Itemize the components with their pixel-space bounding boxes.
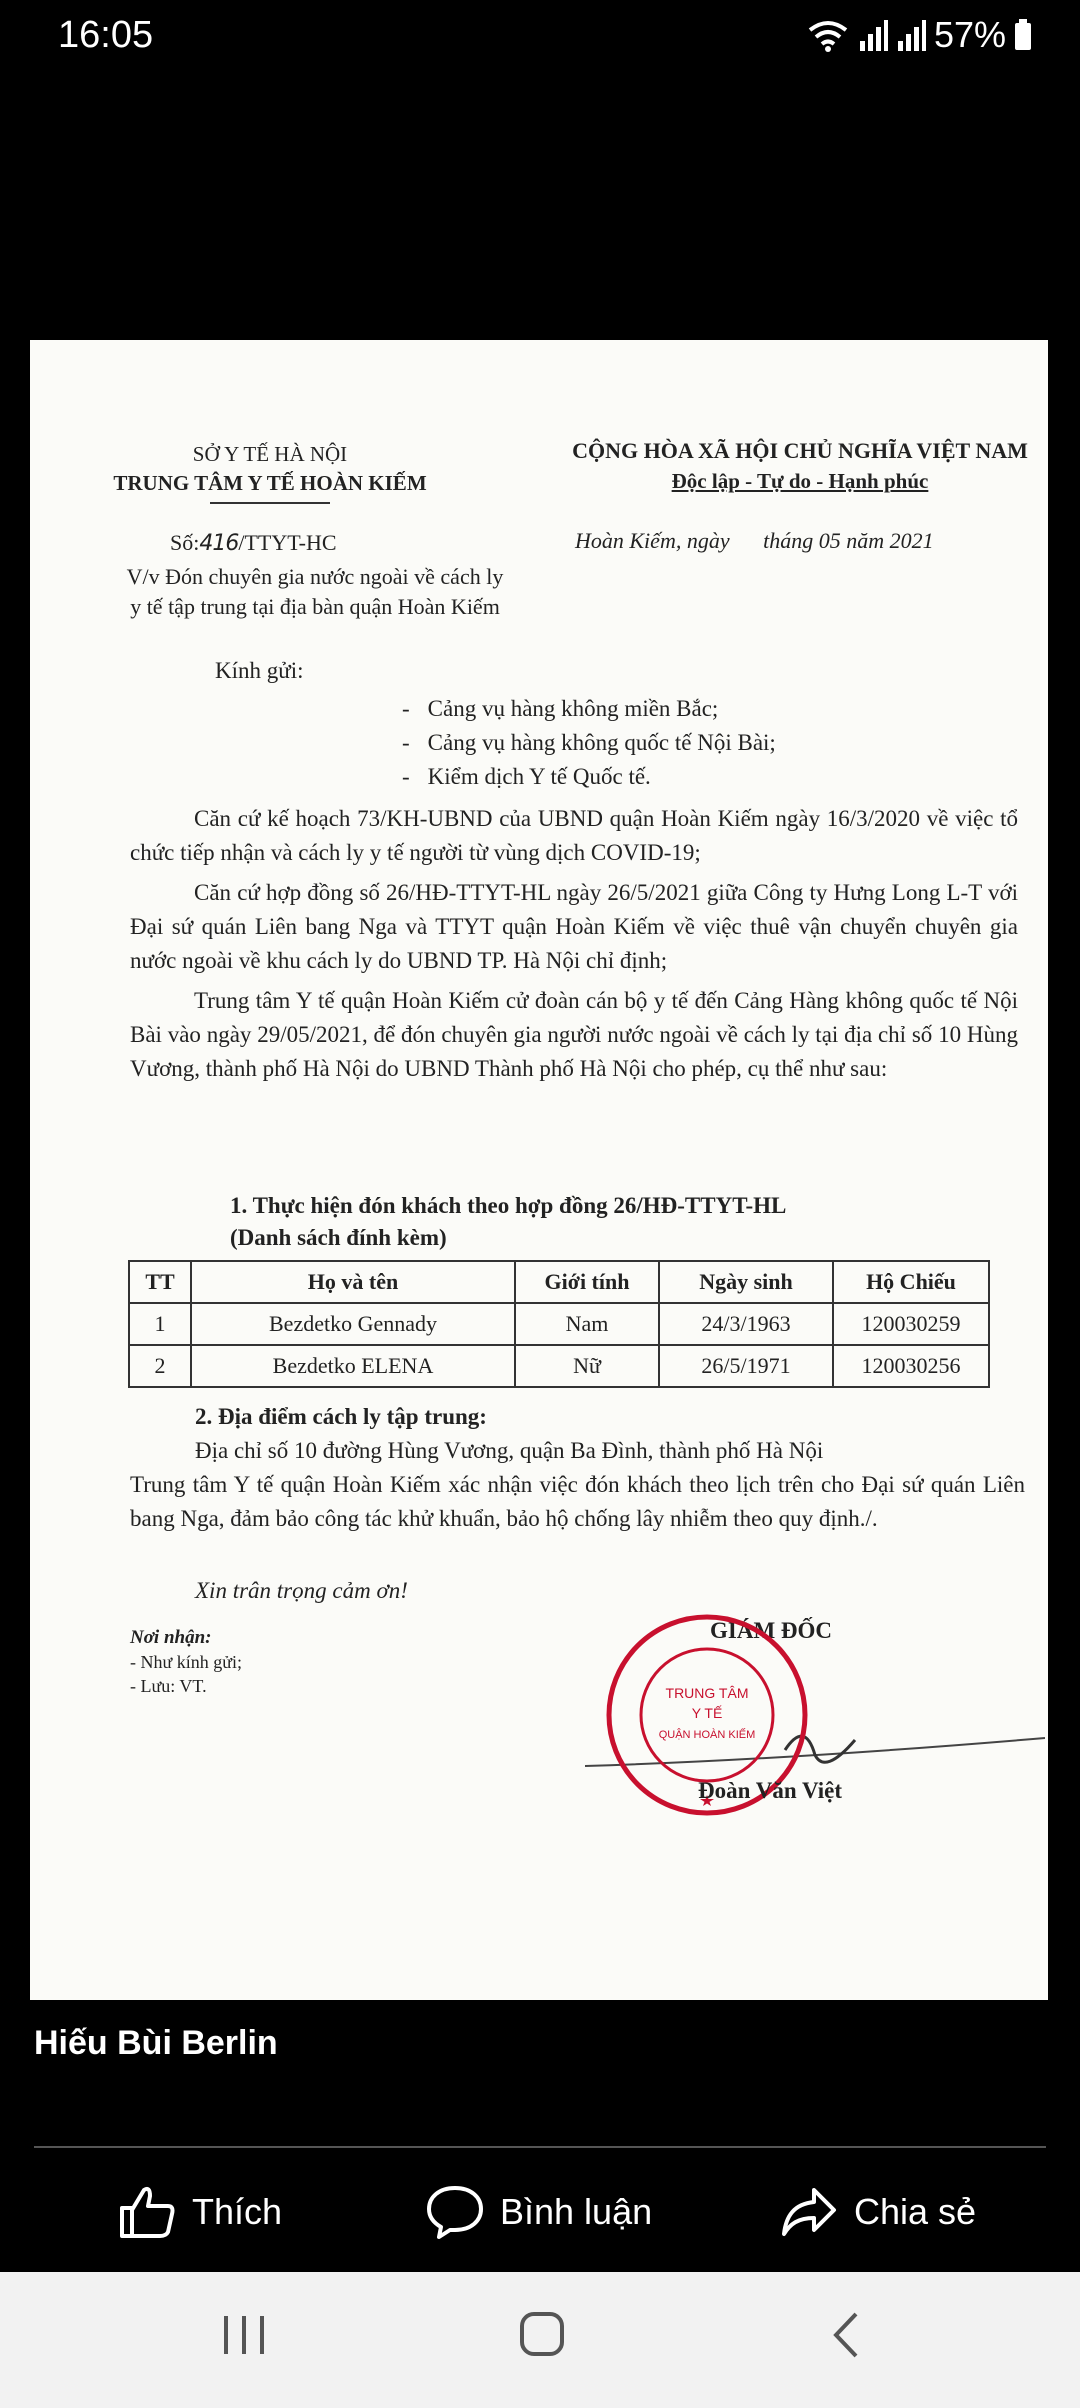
doc-subject-line1: V/v Đón chuyên gia nước ngoài về cách ly	[126, 564, 504, 589]
section-1-title: 1. Thực hiện đón khách theo hợp đồng 26/HĐ-TTYT-HL	[230, 1193, 787, 1218]
noi-nhan-title: Nơi nhận:	[130, 1627, 212, 1648]
comment-label: Bình luận	[500, 2191, 653, 2232]
comment-button[interactable]	[426, 2184, 652, 2240]
section-2-title: 2. Địa điểm cách ly tập trung:	[195, 1404, 487, 1429]
col-gender: Giới tính	[515, 1261, 659, 1303]
stamp-line: QUẬN HOÀN KIẾM	[658, 1729, 756, 1741]
status-bar	[0, 0, 1080, 80]
doc-number	[170, 530, 337, 556]
battery-percent: 57%	[933, 14, 1006, 55]
doc-subject	[80, 562, 550, 622]
status-icons	[806, 14, 1032, 56]
doc-number-suffix: /TTYT-HC	[238, 530, 337, 555]
recipient-item: - Kiểm dịch Y tế Quốc tế.	[430, 760, 776, 794]
noi-nhan	[130, 1626, 242, 1698]
noi-nhan-item: - Như kính gửi;	[130, 1652, 243, 1672]
share-label: Chia sẻ	[854, 2191, 977, 2232]
cell-name: Bezdetko Gennady	[191, 1303, 515, 1345]
share-icon	[780, 2184, 838, 2240]
cell-tt: 2	[129, 1345, 191, 1387]
org-underline	[210, 502, 330, 504]
doc-date	[575, 528, 1025, 554]
passenger-table	[128, 1260, 990, 1388]
divider	[34, 2146, 1046, 2148]
post-author[interactable]: Hiếu Bùi Berlin	[34, 2024, 278, 2062]
paragraph-3: Trung tâm Y tế quận Hoàn Kiếm cử đoàn cán bộ y tế đến Cảng Hàng không quốc tế Nội Bài vào ngày 29/05/2021, để đón chuyên gia người nước ngoài về cách ly tại địa chỉ số 10 Hùng Vương, thành phố Hà Nội do UBND Thành phố Hà Nội cho phép, cụ thể như sau:	[130, 988, 1018, 1081]
thumbs-up-icon	[118, 2184, 176, 2240]
org-parent: SỞ Y TẾ HÀ NỘI	[192, 442, 348, 466]
noi-nhan-item: - Lưu: VT.	[130, 1676, 207, 1696]
cell-tt: 1	[129, 1303, 191, 1345]
director-title: GIÁM ĐỐC	[710, 1618, 833, 1643]
wifi-icon	[806, 18, 850, 52]
nation-header	[530, 436, 1070, 496]
doc-number-label: Số:	[170, 530, 200, 555]
system-nav-bar	[0, 2272, 1080, 2408]
org-name: TRUNG TÂM Y TẾ HOÀN KIẾM	[113, 471, 427, 495]
doc-date-rest: tháng 05 năm 2021	[763, 528, 934, 553]
table-row	[129, 1345, 989, 1387]
share-button[interactable]	[780, 2184, 976, 2240]
section-1-subtitle: (Danh sách đính kèm)	[230, 1225, 447, 1250]
doc-subject-line2: y tế tập trung tại địa bàn quận Hoàn Kiếm	[130, 594, 500, 619]
clock: 16:05	[58, 14, 154, 56]
post-actions	[0, 2170, 1080, 2260]
nation-name: CỘNG HÒA XÃ HỘI CHỦ NGHĨA VIỆT NAM	[572, 438, 1028, 463]
kinh-gui: Kính gửi:	[215, 658, 304, 683]
battery-icon	[1014, 19, 1032, 51]
col-dob: Ngày sinh	[659, 1261, 833, 1303]
section-2-address: Địa chỉ số 10 đường Hùng Vương, quận Ba Đình, thành phố Hà Nội	[195, 1438, 824, 1463]
cell-passport: 120030256	[833, 1345, 989, 1387]
section-2	[130, 1400, 1025, 1536]
org-header	[100, 440, 440, 504]
doc-body	[130, 802, 1018, 1092]
recent-apps-icon[interactable]	[220, 2312, 268, 2358]
cell-dob: 24/3/1963	[659, 1303, 833, 1345]
cell-name: Bezdetko ELENA	[191, 1345, 515, 1387]
table-header-row	[129, 1261, 989, 1303]
section-1	[230, 1190, 786, 1254]
thanks-line: Xin trân trọng cảm ơn!	[195, 1578, 408, 1603]
signal-icon-2	[896, 19, 926, 51]
recipient-item: - Cảng vụ hàng không miền Bắc;	[430, 692, 776, 726]
motto: Độc lập - Tự do - Hạnh phúc	[671, 469, 929, 493]
recipient-list	[427, 692, 776, 794]
signal-icon	[858, 19, 888, 51]
table-row	[129, 1303, 989, 1345]
like-button[interactable]	[118, 2184, 282, 2240]
cell-dob: 26/5/1971	[659, 1345, 833, 1387]
cell-gender: Nữ	[515, 1345, 659, 1387]
stamp-line: Y TẾ	[691, 1705, 723, 1721]
recipient-item: - Cảng vụ hàng không quốc tế Nội Bài;	[430, 726, 776, 760]
cell-gender: Nam	[515, 1303, 659, 1345]
cell-passport: 120030259	[833, 1303, 989, 1345]
stamp-line: TRUNG TÂM	[665, 1685, 749, 1701]
section-2-paragraph: Trung tâm Y tế quận Hoàn Kiếm xác nhận việc đón khách theo lịch trên cho Đại sứ quán Liên bang Nga, đảm bảo công tác khử khuẩn, bảo hộ chống lây nhiễm theo quy định./.	[130, 1472, 1025, 1531]
back-icon[interactable]	[826, 2312, 866, 2358]
document-photo[interactable]	[30, 340, 1048, 2000]
col-passport: Hộ Chiếu	[833, 1261, 989, 1303]
signer-name: Đoàn Văn Việt	[698, 1778, 842, 1803]
comment-icon	[426, 2184, 484, 2240]
col-name: Họ và tên	[191, 1261, 515, 1303]
doc-date-place: Hoàn Kiếm, ngày	[575, 528, 730, 553]
like-label: Thích	[192, 2191, 283, 2232]
paragraph-1: Căn cứ kế hoạch 73/KH-UBND của UBND quận Hoàn Kiếm ngày 16/3/2020 về việc tổ chức tiếp nhận và cách ly y tế người từ vùng dịch COVID-19;	[130, 806, 1018, 865]
doc-number-handwritten: 416	[199, 531, 239, 556]
home-icon[interactable]	[518, 2312, 566, 2358]
paragraph-2: Căn cứ hợp đồng số 26/HĐ-TTYT-HL ngày 26/5/2021 giữa Công ty Hưng Long L-T với Đại sứ quán Liên bang Nga và TTYT quận Hoàn Kiếm về việc thuê vận chuyển chuyên gia nước ngoài về khu cách ly do UBND TP. Hà Nội chỉ định;	[130, 880, 1018, 973]
col-tt: TT	[129, 1261, 191, 1303]
